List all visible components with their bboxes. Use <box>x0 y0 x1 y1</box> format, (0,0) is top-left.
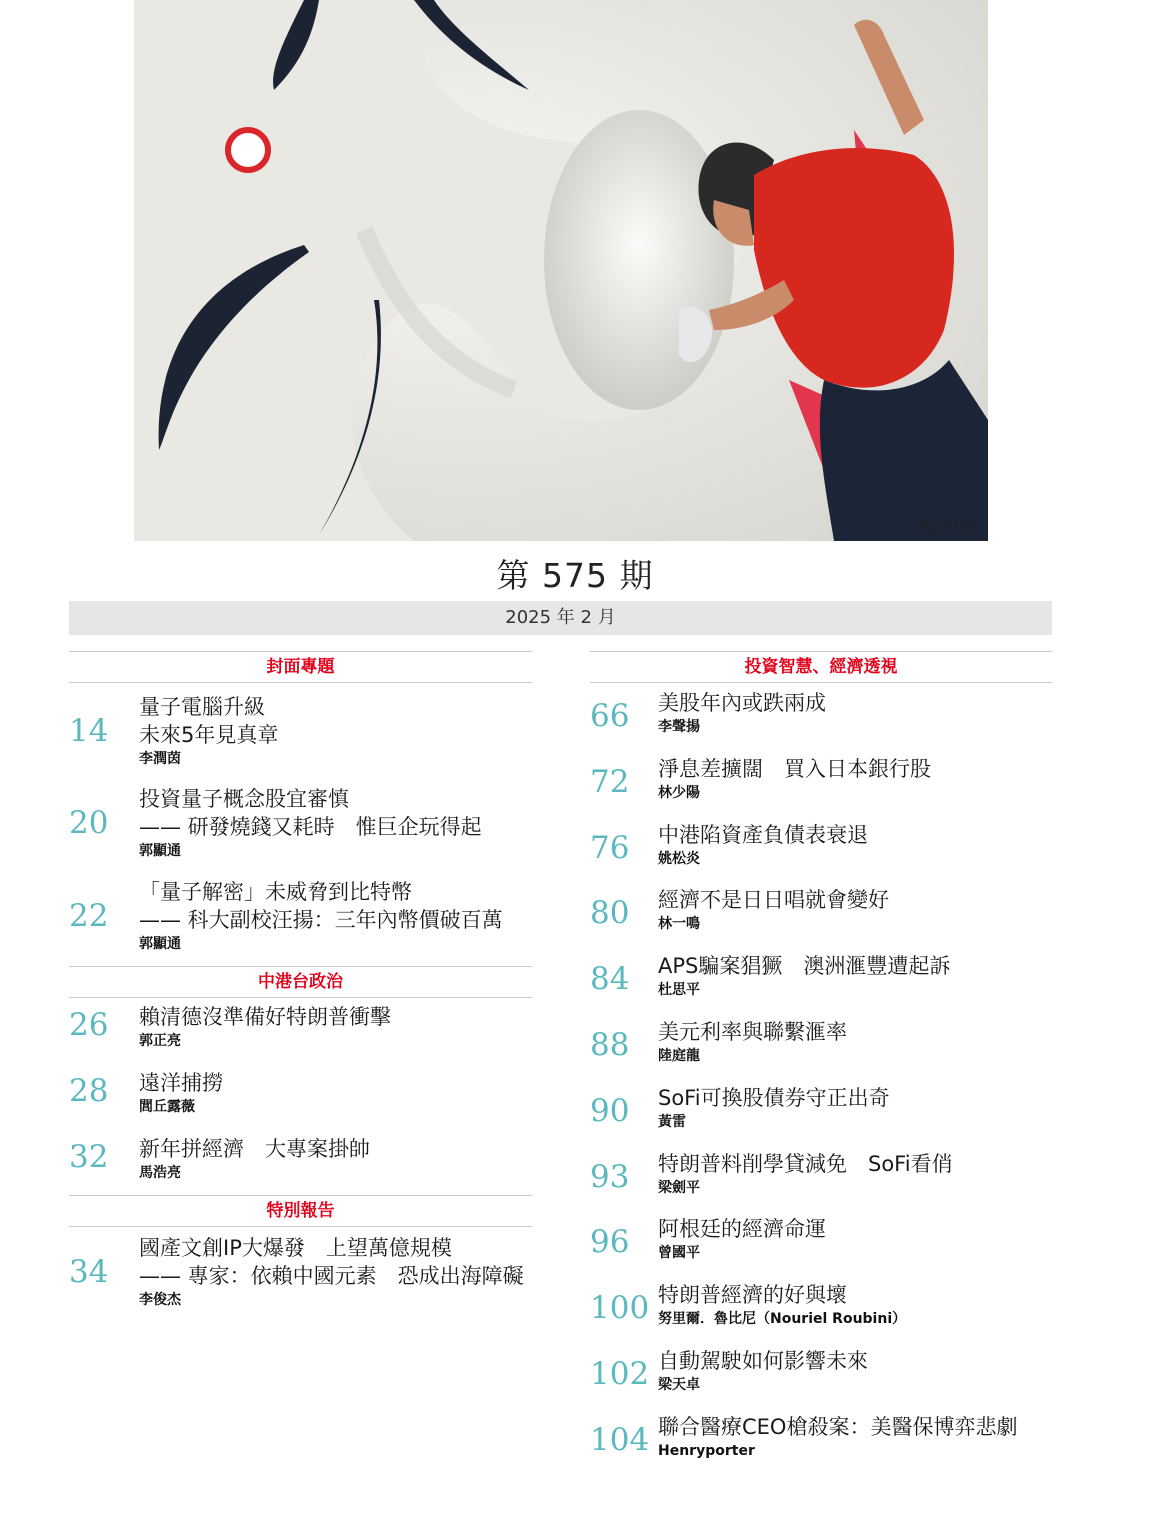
article-title: 特朗普經濟的好與壞 <box>658 1283 847 1307</box>
page-number: 22 <box>69 898 109 934</box>
page-number: 34 <box>69 1254 109 1290</box>
article-title: 美元利率與聯繫滙率 <box>658 1020 847 1044</box>
article-author: 陸庭龍 <box>658 1048 700 1064</box>
page-number: 93 <box>590 1159 630 1195</box>
page-number: 100 <box>590 1290 650 1326</box>
article-title: 自動駕駛如何影響未來 <box>658 1349 868 1373</box>
article-author: Henryporter <box>658 1443 755 1459</box>
article-author: 閭丘露薇 <box>139 1099 195 1115</box>
article-author: 努里爾．魯比尼（Nouriel Roubini） <box>658 1311 907 1327</box>
page-number: 80 <box>590 895 630 931</box>
article-title: 「量子解密」未威脅到比特幣 <box>139 880 412 904</box>
article-title: 量子電腦升級 <box>139 695 265 719</box>
page-number: 88 <box>590 1027 630 1063</box>
article-author: 李潤茵 <box>139 751 181 767</box>
article-author: 林一鳴 <box>658 916 700 932</box>
article-title: 賴清德沒準備好特朗普衝擊 <box>139 1005 391 1029</box>
cover-photo-illustration <box>134 0 988 541</box>
article-title: 新年拼經濟 大專案掛帥 <box>139 1137 370 1161</box>
article-title: 國產文創IP大爆發 上望萬億規模 <box>139 1236 452 1260</box>
page-number: 104 <box>590 1422 650 1458</box>
page-number: 26 <box>69 1007 109 1043</box>
page-number: 32 <box>69 1139 109 1175</box>
issue-date: 2025 年 2 月 <box>69 601 1052 635</box>
section-header: 特別報告 <box>69 1195 532 1227</box>
article-title: 中港陷資產負債表衰退 <box>658 823 868 847</box>
article-title: 遠洋捕撈 <box>139 1071 223 1095</box>
article-author: 姚松炎 <box>658 851 700 867</box>
article-author: 黃雷 <box>658 1114 686 1130</box>
page-number: 76 <box>590 830 630 866</box>
section-header: 投資智慧、經濟透視 <box>590 651 1052 683</box>
page-number: 20 <box>69 805 109 841</box>
article-author: 梁劍平 <box>658 1180 700 1196</box>
article-author: 梁天卓 <box>658 1377 700 1393</box>
article-title: 淨息差擴闊 買入日本銀行股 <box>658 757 931 781</box>
article-title: 投資量子概念股宜審慎 <box>139 787 349 811</box>
article-author: 郭顯通 <box>139 843 181 859</box>
photo-credit: (路透圖片) <box>913 520 976 535</box>
article-author: 李聲揚 <box>658 719 700 735</box>
page-number: 90 <box>590 1093 630 1129</box>
article-subtitle: 未來5年見真章 <box>139 723 279 747</box>
article-title: APS騙案猖獗 澳洲滙豐遭起訴 <box>658 954 951 978</box>
page-number: 72 <box>590 764 630 800</box>
section-header: 封面專題 <box>69 651 532 683</box>
article-title: 阿根廷的經濟命運 <box>658 1217 826 1241</box>
article-title: 聯合醫療CEO槍殺案：美醫保博弈悲劇 <box>658 1415 1018 1439</box>
article-author: 曾國平 <box>658 1245 700 1261</box>
article-title: 特朗普料削學貸減免 SoFi看俏 <box>658 1152 953 1176</box>
article-title: 美股年內或跌兩成 <box>658 691 826 715</box>
article-author: 林少陽 <box>658 785 700 801</box>
page-number: 66 <box>590 698 630 734</box>
article-title: SoFi可換股債券守正出奇 <box>658 1086 890 1110</box>
article-author: 郭顯通 <box>139 936 181 952</box>
article-author: 李俊杰 <box>139 1292 181 1308</box>
page-number: 84 <box>590 961 630 997</box>
article-author: 郭正亮 <box>139 1033 181 1049</box>
article-title: 經濟不是日日唱就會變好 <box>658 888 889 912</box>
issue-number: 第 575 期 <box>496 556 654 595</box>
article-subtitle: —— 科大副校汪揚：三年內幣價破百萬 <box>139 908 503 932</box>
article-subtitle: —— 專家：依賴中國元素 恐成出海障礙 <box>139 1264 524 1288</box>
page-number: 96 <box>590 1224 630 1260</box>
page-number: 28 <box>69 1073 109 1109</box>
cover-photo <box>134 0 988 541</box>
article-subtitle: —— 研發燒錢又耗時 惟巨企玩得起 <box>139 815 482 839</box>
page-number: 14 <box>69 713 109 749</box>
article-author: 杜思平 <box>658 982 700 998</box>
section-header: 中港台政治 <box>69 966 532 998</box>
page-number: 102 <box>590 1356 650 1392</box>
article-author: 馬浩亮 <box>139 1165 181 1181</box>
